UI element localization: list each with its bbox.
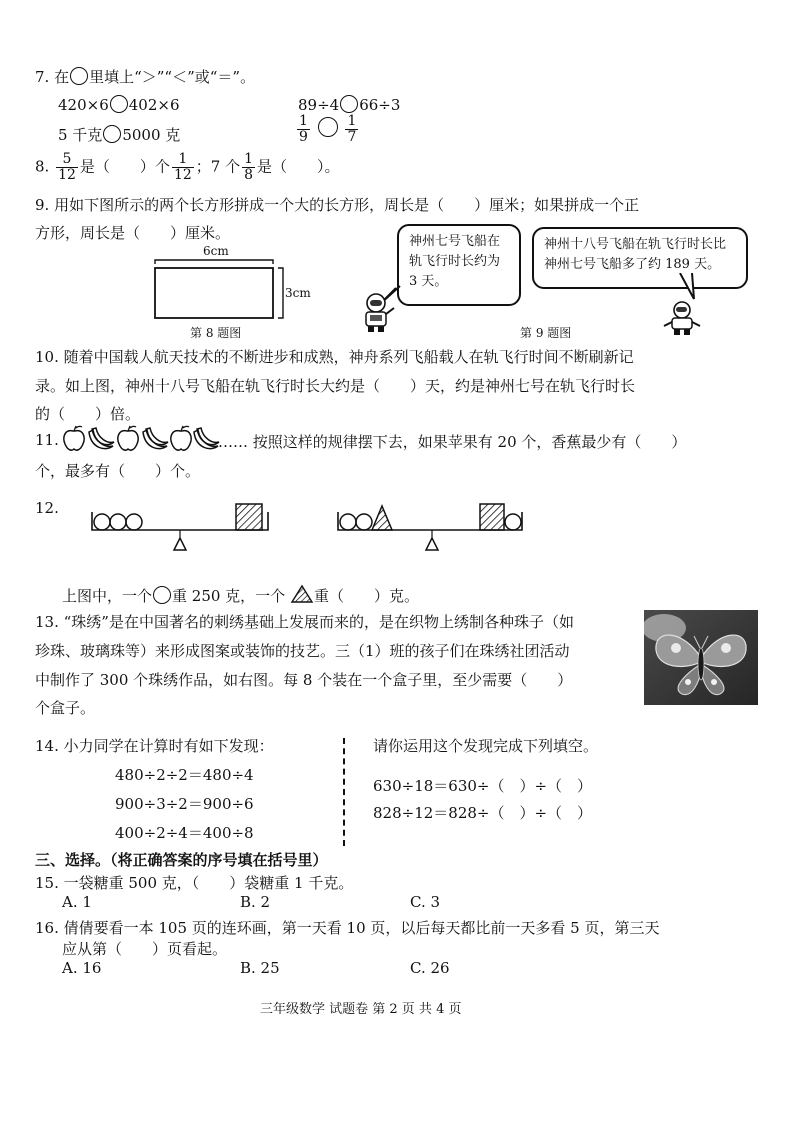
q12-number: 12. bbox=[35, 499, 59, 517]
speech-tail-icon bbox=[676, 273, 706, 303]
q8: 8. $\frac{5}{12}$ 是（ ）个 $\frac{1}{12}$ ；7 个 $\frac{1}{8}$ 是（ ）。 bbox=[35, 151, 340, 183]
compare-circle[interactable] bbox=[110, 95, 128, 113]
apple-icon bbox=[64, 426, 84, 450]
q7-item-2: 89÷4 66÷3 bbox=[298, 96, 401, 114]
q15-option-c[interactable]: C. 3 bbox=[410, 893, 441, 911]
q9-line-2: 方形，周长是（ ）厘米。 bbox=[35, 224, 231, 242]
banana-icon bbox=[194, 428, 219, 449]
q12-question: 上图中，一个 重 250 克，一个 重（ ）克。 bbox=[62, 584, 419, 606]
page-footer: 三年级数学 试题卷 第 2 页 共 4 页 bbox=[260, 1002, 462, 1017]
figure-caption-9: 第 9 题图 bbox=[520, 326, 572, 340]
astronaut-icon bbox=[358, 292, 398, 334]
circle-icon bbox=[70, 67, 88, 85]
fraction: $\frac{5}{12}$ bbox=[58, 151, 76, 183]
fraction: $\frac{1}{12}$ bbox=[173, 151, 192, 183]
q7-item-3: 5 千克 5000 克 bbox=[58, 126, 181, 144]
q10-line-2: 录。如上图，神州十八号飞船在轨飞行时长大约是（ ）天，约是神州七号在轨飞行时长 bbox=[35, 377, 636, 395]
butterfly-photo bbox=[644, 610, 758, 705]
speech-bubble-2: 神州十八号飞船在轨飞行时长比神州七号飞船多了约 189 天。 bbox=[532, 227, 748, 289]
q10-line-1: 10. 随着中国载人航天技术的不断进步和成熟，神舟系列飞船载人在轨飞行时间不断刷新记 bbox=[35, 348, 634, 366]
section-heading: 三、选择。（将正确答案的序号填在括号里） bbox=[35, 851, 328, 869]
q13-line-4: 个盒子。 bbox=[35, 699, 96, 717]
q11-number: 11. bbox=[35, 431, 59, 449]
q15-stem: 15. 一袋糖重 500 克，（ ）袋糖重 1 千克。 bbox=[35, 874, 354, 892]
compare-circle[interactable] bbox=[340, 95, 358, 113]
banana-icon bbox=[143, 428, 168, 449]
q7-item-4 bbox=[295, 114, 360, 145]
apple-icon bbox=[171, 426, 191, 450]
banana-icon bbox=[89, 428, 114, 449]
fraction: $\frac{1}{7}$ bbox=[347, 113, 357, 145]
rectangle-figure bbox=[150, 258, 290, 322]
q16-line-2: 应从第（ ）页看起。 bbox=[62, 940, 228, 958]
q14-example-1: 480÷2÷2＝480÷4 bbox=[115, 766, 254, 784]
balance-scale-1 bbox=[90, 500, 280, 558]
fraction: $\frac{1}{8}$ bbox=[244, 151, 253, 183]
q14-example-2: 900÷3÷2＝900÷6 bbox=[115, 795, 254, 813]
fruit-pattern bbox=[60, 424, 220, 454]
q16-option-b[interactable]: B. 25 bbox=[240, 959, 280, 977]
q9-line-1: 9. 用如下图所示的两个长方形拼成一个大的长方形，周长是（ ）厘米；如果拼成一个正 bbox=[35, 196, 640, 214]
q11-line-2: 个，最多有（ ）个。 bbox=[35, 462, 201, 480]
q11-line-1: …… 按照这样的规律摆下去，如果苹果有 20 个，香蕉最少有（ ） bbox=[218, 433, 687, 451]
q13-line-3: 中制作了 300 个珠绣作品，如右图。每 8 个装在一个盒子里，至少需要（ ） bbox=[35, 671, 573, 689]
speech-bubble-1: 神州七号飞船在轨飞行时长约为 3 天。 bbox=[397, 224, 521, 306]
q14-intro: 14. 小力同学在计算时有如下发现： bbox=[35, 737, 274, 755]
figure-caption-8: 第 8 题图 bbox=[190, 326, 242, 340]
q14-blank-2: 828÷12＝828÷（ ）÷（ ） bbox=[373, 804, 593, 822]
width-label: 6cm bbox=[203, 244, 229, 258]
compare-circle[interactable] bbox=[103, 125, 121, 143]
triangle-icon bbox=[290, 584, 314, 604]
q16-line-1: 16. 倩倩要看一本 105 页的连环画，第一天看 10 页，以后每天都比前一天多看 5 页，第三天 bbox=[35, 919, 660, 937]
compare-circle[interactable] bbox=[318, 117, 338, 137]
q10-line-3: 的（ ）倍。 bbox=[35, 405, 141, 423]
divider bbox=[343, 738, 345, 846]
q13-line-1: 13. “珠绣”是在中国著名的刺绣基础上发展而来的，是在织物上绣制各种珠子（如 bbox=[35, 613, 574, 631]
q16-option-c[interactable]: C. 26 bbox=[410, 959, 450, 977]
q15-option-b[interactable]: B. 2 bbox=[240, 893, 271, 911]
circle-icon bbox=[153, 586, 171, 604]
q15-option-a[interactable]: A. 1 bbox=[62, 893, 92, 911]
height-label: 3cm bbox=[285, 286, 311, 300]
q14-blank-1: 630÷18＝630÷（ ）÷（ ） bbox=[373, 777, 593, 795]
fraction: $\frac{1}{9}$ bbox=[299, 113, 308, 145]
q13-line-2: 珍珠、玻璃珠等）来形成图案或装饰的技艺。三（1）班的孩子们在珠绣社团活动 bbox=[35, 642, 570, 660]
astronaut-icon bbox=[662, 300, 704, 336]
q16-option-a[interactable]: A. 16 bbox=[62, 959, 102, 977]
apple-icon bbox=[118, 426, 138, 450]
balance-scale-2 bbox=[336, 500, 536, 558]
q7-item-1: 420×6 402×6 bbox=[58, 96, 180, 114]
q14-example-3: 400÷2÷4＝400÷8 bbox=[115, 824, 254, 842]
q7-stem: 7. 在 里填上“＞”“＜”或“＝”。 bbox=[35, 68, 256, 86]
q14-task: 请你运用这个发现完成下列填空。 bbox=[373, 737, 599, 755]
